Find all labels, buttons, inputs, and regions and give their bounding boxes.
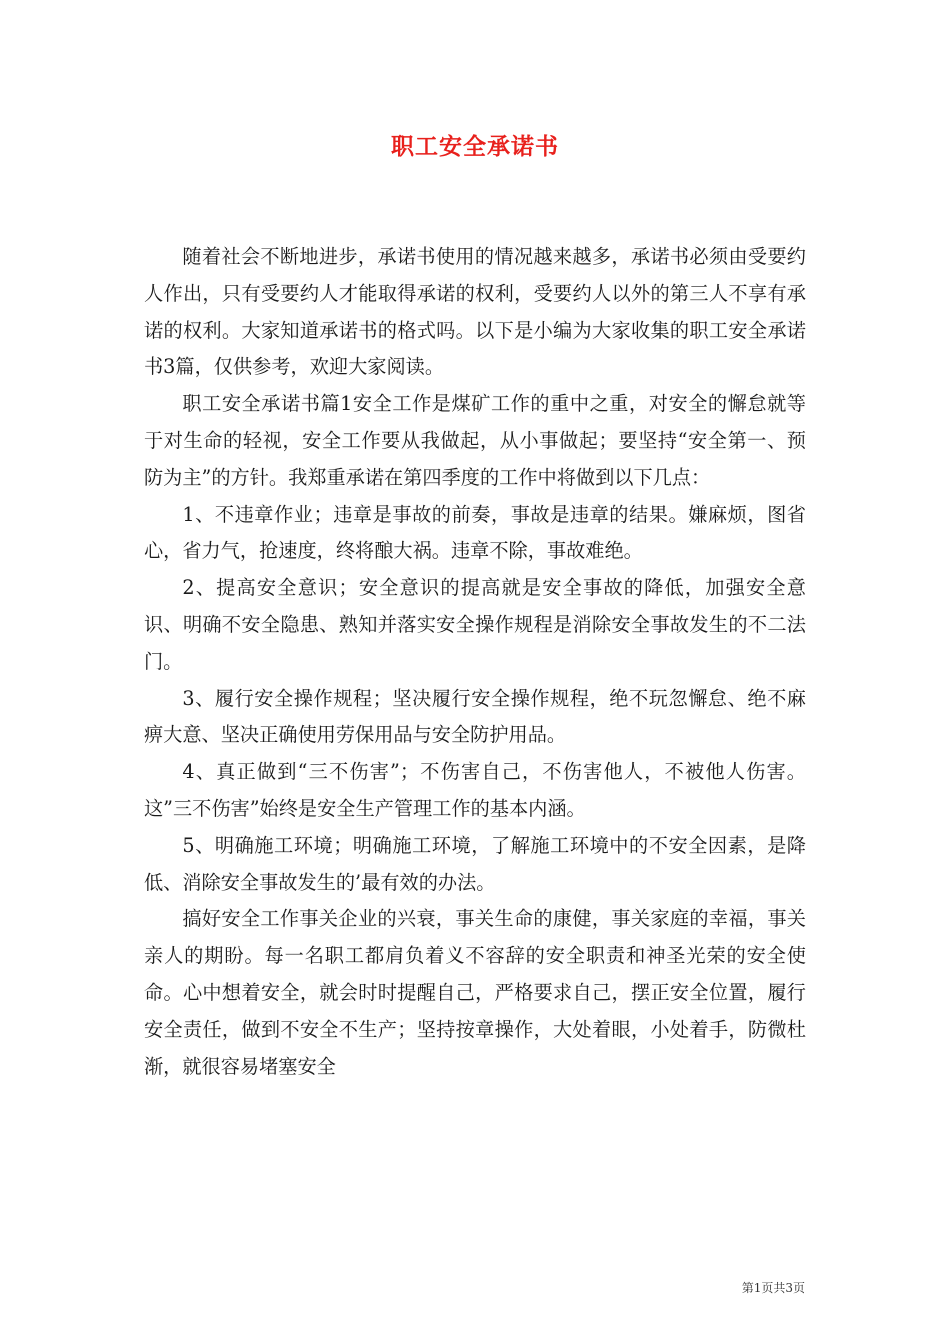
paragraph-point-5: 5、明确施工环境；明确施工环境，了解施工环境中的不安全因素，是降低、消除安全事故发生的’最有效的办法。 (144, 833, 806, 894)
paragraph-point-3: 3、履行安全操作规程；坚决履行安全操作规程，绝不玩忽懈怠、绝不麻痹大意、坚决正确使用劳保用品与安全防护用品。 (144, 686, 806, 747)
paragraph-point-1: 1、不违章作业；违章是事故的前奏，事故是违章的结果。嫌麻烦，图省心，省力气，抢速度，终将酿大祸。违章不除，事故难绝。 (144, 502, 806, 563)
paragraph-point-4: 4、真正做到“三不伤害”；不伤害自己，不伤害他人，不被他人伤害。这”三不伤害”始终是安全生产管理工作的基本内涵。 (144, 760, 806, 820)
paragraph-point-2: 2、提高安全意识；安全意识的提高就是安全事故的降低，加强安全意识、明确不安全隐患、熟知并落实安全操作规程是消除安全事故发生的不二法门。 (144, 576, 806, 673)
paragraph-intro: 随着社会不断地进步，承诺书使用的情况越来越多，承诺书必须由受要约人作出，只有受要约人才能取得承诺的权利，受要约人以外的第三人不享有承诺的权利。大家知道承诺书的格式吗。以下是小编为大家收集的职工安全承诺书3篇，仅供参考，欢迎大家阅读。 (144, 245, 806, 379)
paragraph-pledge-1: 职工安全承诺书篇1安全工作是煤矿工作的重中之重，对安全的懈怠就等于对生命的轻视，安全工作要从我做起，从小事做起；要坚持“安全第一、预防为主”的方针。我郑重承诺在第四季度的工作中将做到以下几点： (144, 392, 806, 489)
paragraph-conclusion: 搞好安全工作事关企业的兴衰，事关生命的康健，事关家庭的幸福，事关亲人的期盼。每一名职工都肩负着义不容辞的安全职责和神圣光荣的安全使命。心中想着安全，就会时时提醒自己，严格要求自己，摆正安全位置，履行安全责任，做到不安全不生产；坚持按章操作，大处着眼，小处着手，防微杜渐，就很容易堵塞安全 (144, 907, 806, 1078)
document-title: 职工安全承诺书 (391, 133, 559, 160)
page-number: 第1页共3页 (741, 1281, 805, 1295)
document-body (144, 239, 806, 1085)
